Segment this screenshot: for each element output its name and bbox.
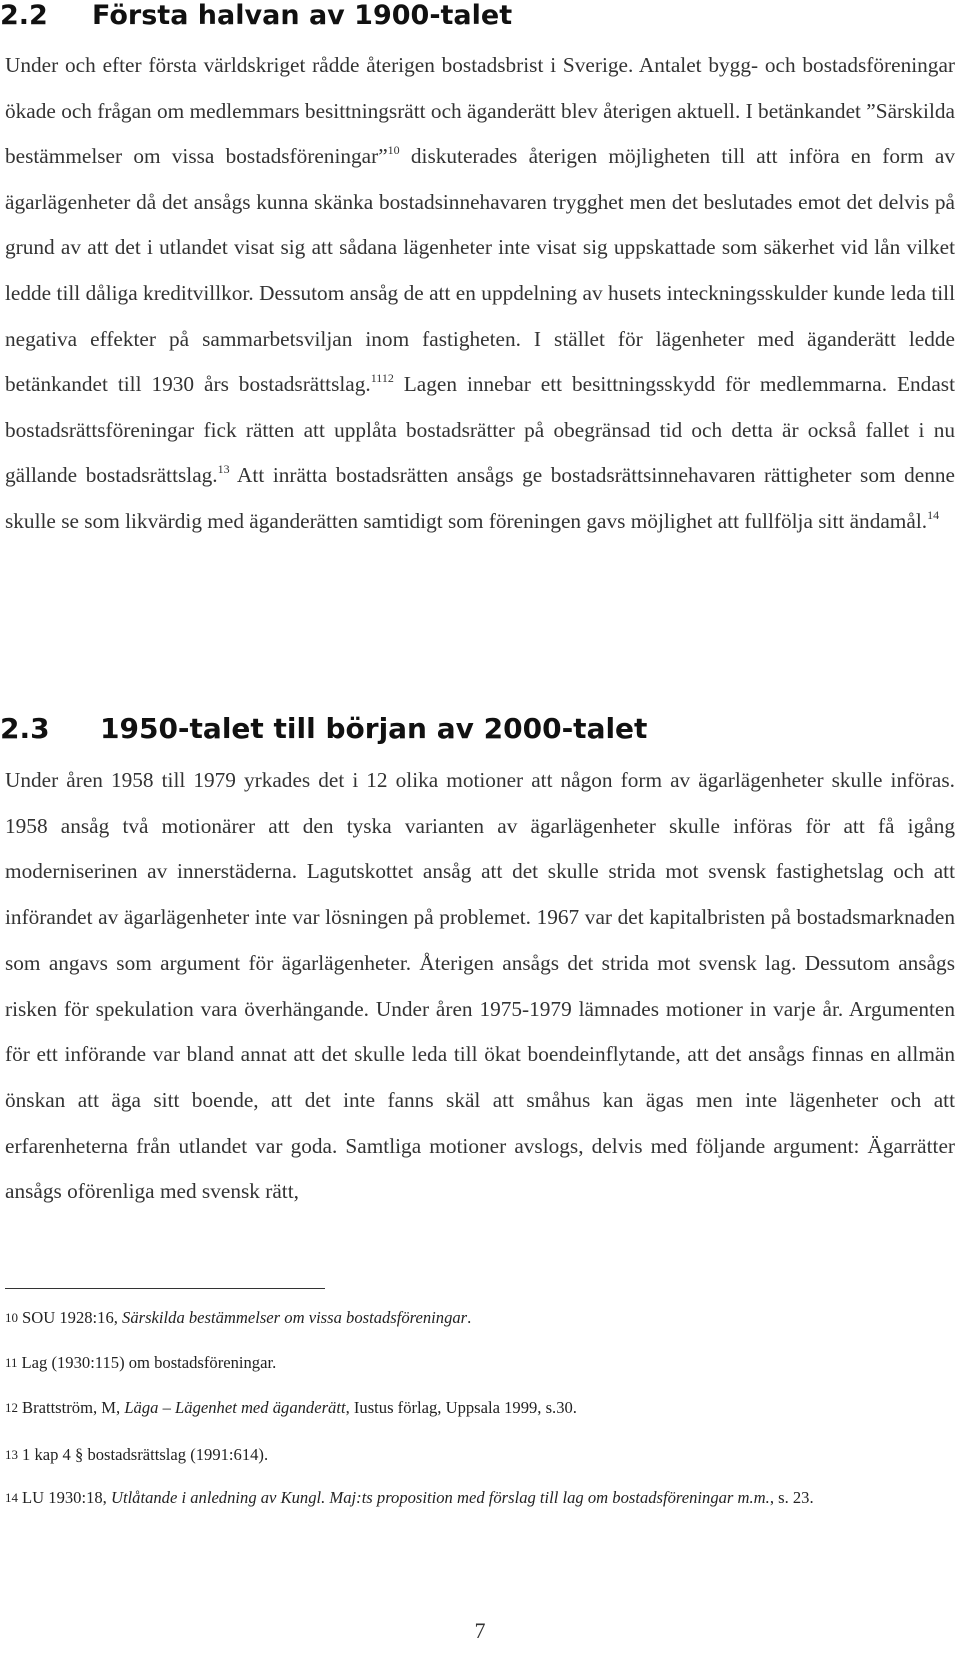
- section-number: 2.2: [0, 0, 48, 31]
- text-run: diskuterades återigen möjligheten till att införa en form av ägarlägenheter då det ansågs kunna skänka bostadsinnehavaren trygghet men det beslutades emot det delvis på grund av att det i utlandet visat sig att sådana lägenheter inte visat sig uppskattade som säkerhet vid lån vilket ledde till dåliga kreditvillkor. Dessutom ansåg de att en uppdelning av husets inteckningsskulder kunde leda till negativa effekter på sammarbetsviljan inom fastigheten. I stället för lägenheter med äganderätt ledde betänkandet till 1930 års bostadsrättslag.: [5, 144, 955, 397]
- footnote-separator: [5, 1288, 325, 1289]
- page-number: 7: [474, 1618, 486, 1643]
- footnote-text: Lag (1930:115) om bostadsföreningar.: [21, 1353, 277, 1372]
- footnote-ref-14[interactable]: 14: [927, 507, 940, 522]
- section-heading-2-3: [0, 712, 647, 745]
- section-title: Första halvan av 1900-talet: [92, 0, 513, 31]
- footnote-13: [5, 1445, 268, 1465]
- footnote-ref-10[interactable]: 10: [387, 143, 400, 158]
- footnote-text: , s. 23.: [769, 1488, 814, 1507]
- footnote-number: 10: [5, 1310, 18, 1325]
- footnote-text: 1 kap 4 § bostadsrättslag (1991:614).: [22, 1445, 269, 1464]
- section-number: 2.3: [0, 712, 50, 745]
- footnote-11: [5, 1353, 276, 1373]
- paragraph-section-2-3: Under åren 1958 till 1979 yrkades det i 12 olika motioner att någon form av ägarlägenheter skulle införas. 1958 ansåg två motionärer att den tyska varianten av ägarlägenheter skulle införas för att få igång moderniserinen av innerstäderna. Lagutskottet ansåg att det skulle strida mot svensk fastighetslag och att införandet av ägarlägenheter inte var lösningen på problemet. 1967 var det kapitalbristen på bostadsmarknaden som angavs som argument för ägarlägenheter. Återigen ansågs det strida mot svensk lag. Dessutom ansågs risken för spekulation vara överhängande. Under åren 1975-1979 lämnades motioner in varje år. Argumenten för ett införande var bland annat att det skulle leda till ökat boendeinflytande, att det ansågs finnas en allmän önskan att äga sitt boende, att det inte fanns skäl att småhus kan ägas men inte lägenheter och att erfarenheterna från utlandet var goda. Samtliga motioner avslogs, delvis med följande argument: Ägarrätter ansågs oförenliga med svensk rätt,: [5, 768, 955, 1204]
- footnote-number: 12: [5, 1400, 18, 1415]
- section-heading-2-2: [0, 0, 512, 31]
- footnote-10: [5, 1308, 471, 1328]
- footnote-number: 11: [5, 1355, 18, 1370]
- paragraph-section-2-2: [5, 43, 955, 545]
- footnote-14: [5, 1488, 814, 1508]
- text-run: Lagen innebar ett besittningsskydd för medlemmarna. Endast bostadsrättsföreningar fick rätten att upplåta bostadsrätter på obegränsad tid och detta är också fallet i nu gällande bostadsrättslag.: [5, 372, 955, 488]
- footnote-text: LU 1930:18,: [22, 1488, 111, 1507]
- footnote-number: 14: [5, 1490, 18, 1505]
- footnote-title: Läga – Lägenhet med äganderätt: [124, 1398, 346, 1417]
- footnote-title: Utlåtande i anledning av Kungl. Maj:ts proposition med förslag till lag om bostadsföreningar m.m.: [110, 1488, 770, 1507]
- footnote-12: [5, 1398, 577, 1418]
- footnote-text: Brattström, M,: [22, 1398, 125, 1417]
- footnote-text: , Iustus förlag, Uppsala 1999, s.30.: [345, 1398, 577, 1417]
- footnote-text: .: [467, 1308, 472, 1327]
- footnote-ref-11-12[interactable]: 1112: [370, 371, 394, 386]
- footnote-number: 13: [5, 1447, 18, 1462]
- footnote-ref-13[interactable]: 13: [217, 462, 230, 477]
- section-title: 1950-talet till början av 2000-talet: [100, 712, 648, 745]
- footnote-text: SOU 1928:16,: [22, 1308, 123, 1327]
- text-run: Att inrätta bostadsrätten ansågs ge bostadsrättsinnehavaren rättigheter som denne skulle se som likvärdig med äganderätten samtidigt som föreningen gavs möjlighet att fullfölja sitt ändamål.: [5, 463, 955, 533]
- text-run: Under och efter första världskriget rådde återigen bostadsbrist i Sverige. Antalet bygg- och bostadsföreningar ökade och frågan om medlemmars besittningsrätt och äganderätt blev återigen aktuell. I betänkandet ”Särskilda bestämmelser om vissa bostadsföreningar”: [5, 53, 955, 169]
- footnote-title: Särskilda bestämmelser om vissa bostadsföreningar: [122, 1308, 468, 1327]
